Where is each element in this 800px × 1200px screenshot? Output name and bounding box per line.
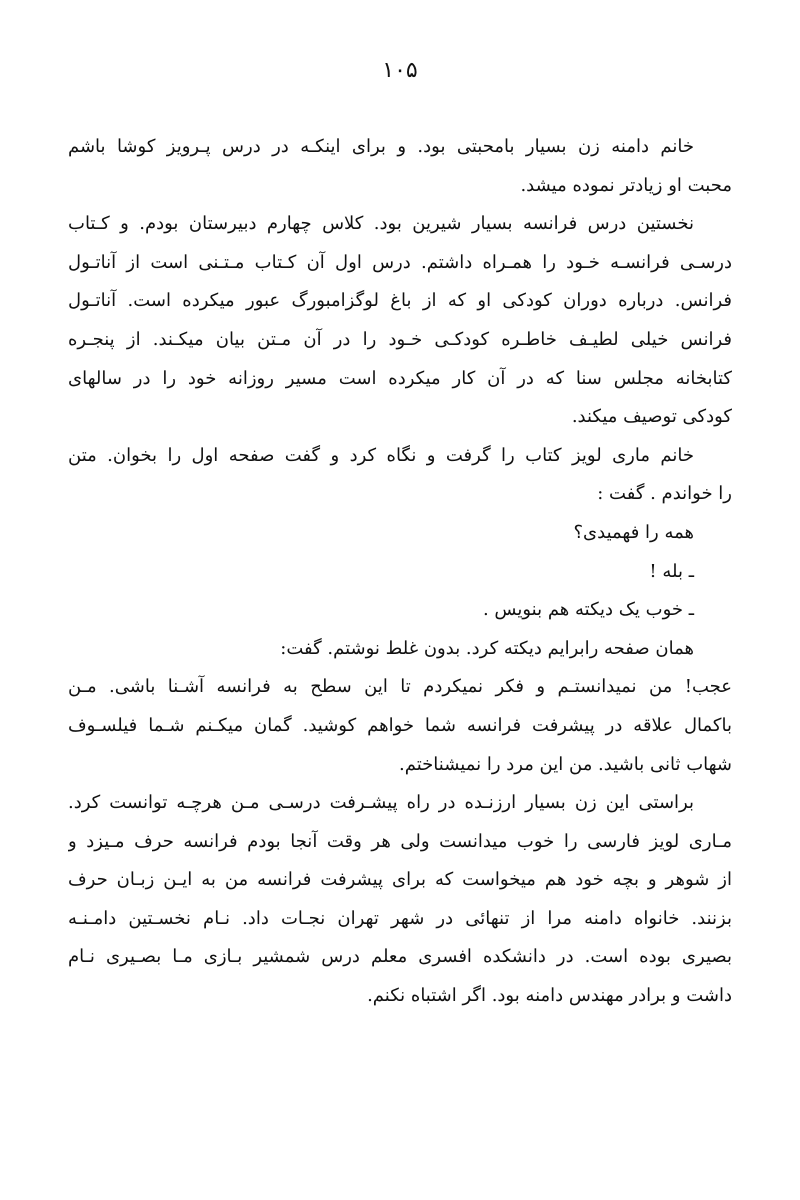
text-line: داشت و برادر مهندس دامنه بود. اگر اشتباه نکنم. xyxy=(367,985,732,1007)
text-line: مـاری لویز فارسی را خوب میدانست ولی هر وقت آنجا بودم فرانسه حرف مـیزد و xyxy=(68,830,732,852)
text-line: درسـی فرانسـه خـود را همـراه داشتم. درس اول آن کـتاب مـتـنی است از آناتـول xyxy=(68,251,732,273)
text-line: بصیری بوده است. در دانشکده افسری معلم درس شمشیر بـازی مـا بصـیری نـام xyxy=(68,946,732,968)
text-line: همه را فهمیدی؟ xyxy=(573,521,694,543)
text-line: شهاب ثانی باشید. من این مرد را نمیشناختم. xyxy=(399,753,732,775)
text-line: براستی این زن بسیار ارزنـده در راه پیشـرفت درسـی مـن هرچـه توانست کرد. xyxy=(68,792,694,814)
page-number: ۱۰۵ xyxy=(382,58,418,83)
text-line: فرانس خیلی لطیـف خاطـره کودکـی خـود را در آن مـتن بیان میکـند. از پنجـره xyxy=(68,328,732,350)
text-line: کودکی توصیف میکند. xyxy=(571,406,732,428)
text-line: محبت او زیادتر نموده میشد. xyxy=(520,174,732,196)
text-line: نخستین درس فرانسه بسیار شیرین بود. کلاس چهارم دبیرستان بودم. و کـتاب xyxy=(68,213,694,235)
text-line: کتابخانه مجلس سنا که در آن کار میکرده است مسیر روزانه خود را در سالهای xyxy=(68,367,732,389)
text-line: بزنند. خانواه دامنه مرا از تنهائی در شهر تهران نجـات داد. نـام نخسـتین دامـنـه xyxy=(68,907,732,929)
text-line: باکمال علاقه در پیشرفت فرانسه شما خواهم کوشید. گمان میکـنم شـما فیلسـوف xyxy=(68,714,732,736)
text-line: ـ خوب یک دیکته هم بنویس . xyxy=(482,599,694,621)
text-line: خانم ماری لویز کتاب را گرفت و نگاه کرد و گفت صفحه اول را بخوان. متن xyxy=(68,444,694,466)
text-line: فرانس. درباره دوران کودکی او که از باغ لوگزامبورگ عبور میکرده است. آناتـول xyxy=(68,290,732,312)
page-body-text xyxy=(68,128,732,1016)
text-line: از شوهر و بچه خود هم میخواست که برای پیشرفت فرانسه من به ایـن زبـان حرف xyxy=(68,869,732,891)
text-line: ـ بله ! xyxy=(649,560,694,582)
text-line: همان صفحه رابرایم دیکته کرد. بدون غلط نوشتم. گفت: xyxy=(280,637,694,659)
text-line: عجب! من نمیدانستـم و فکر نمیکردم تا این سطح به فرانسه آشـنا باشی. مـن xyxy=(68,676,732,698)
text-line: خانم دامنه زن بسیار بامحبتی بود. و برای اینکـه در درس پـرویز کوشا باشم xyxy=(68,136,694,157)
text-line: را خواندم . گفت : xyxy=(597,483,732,505)
